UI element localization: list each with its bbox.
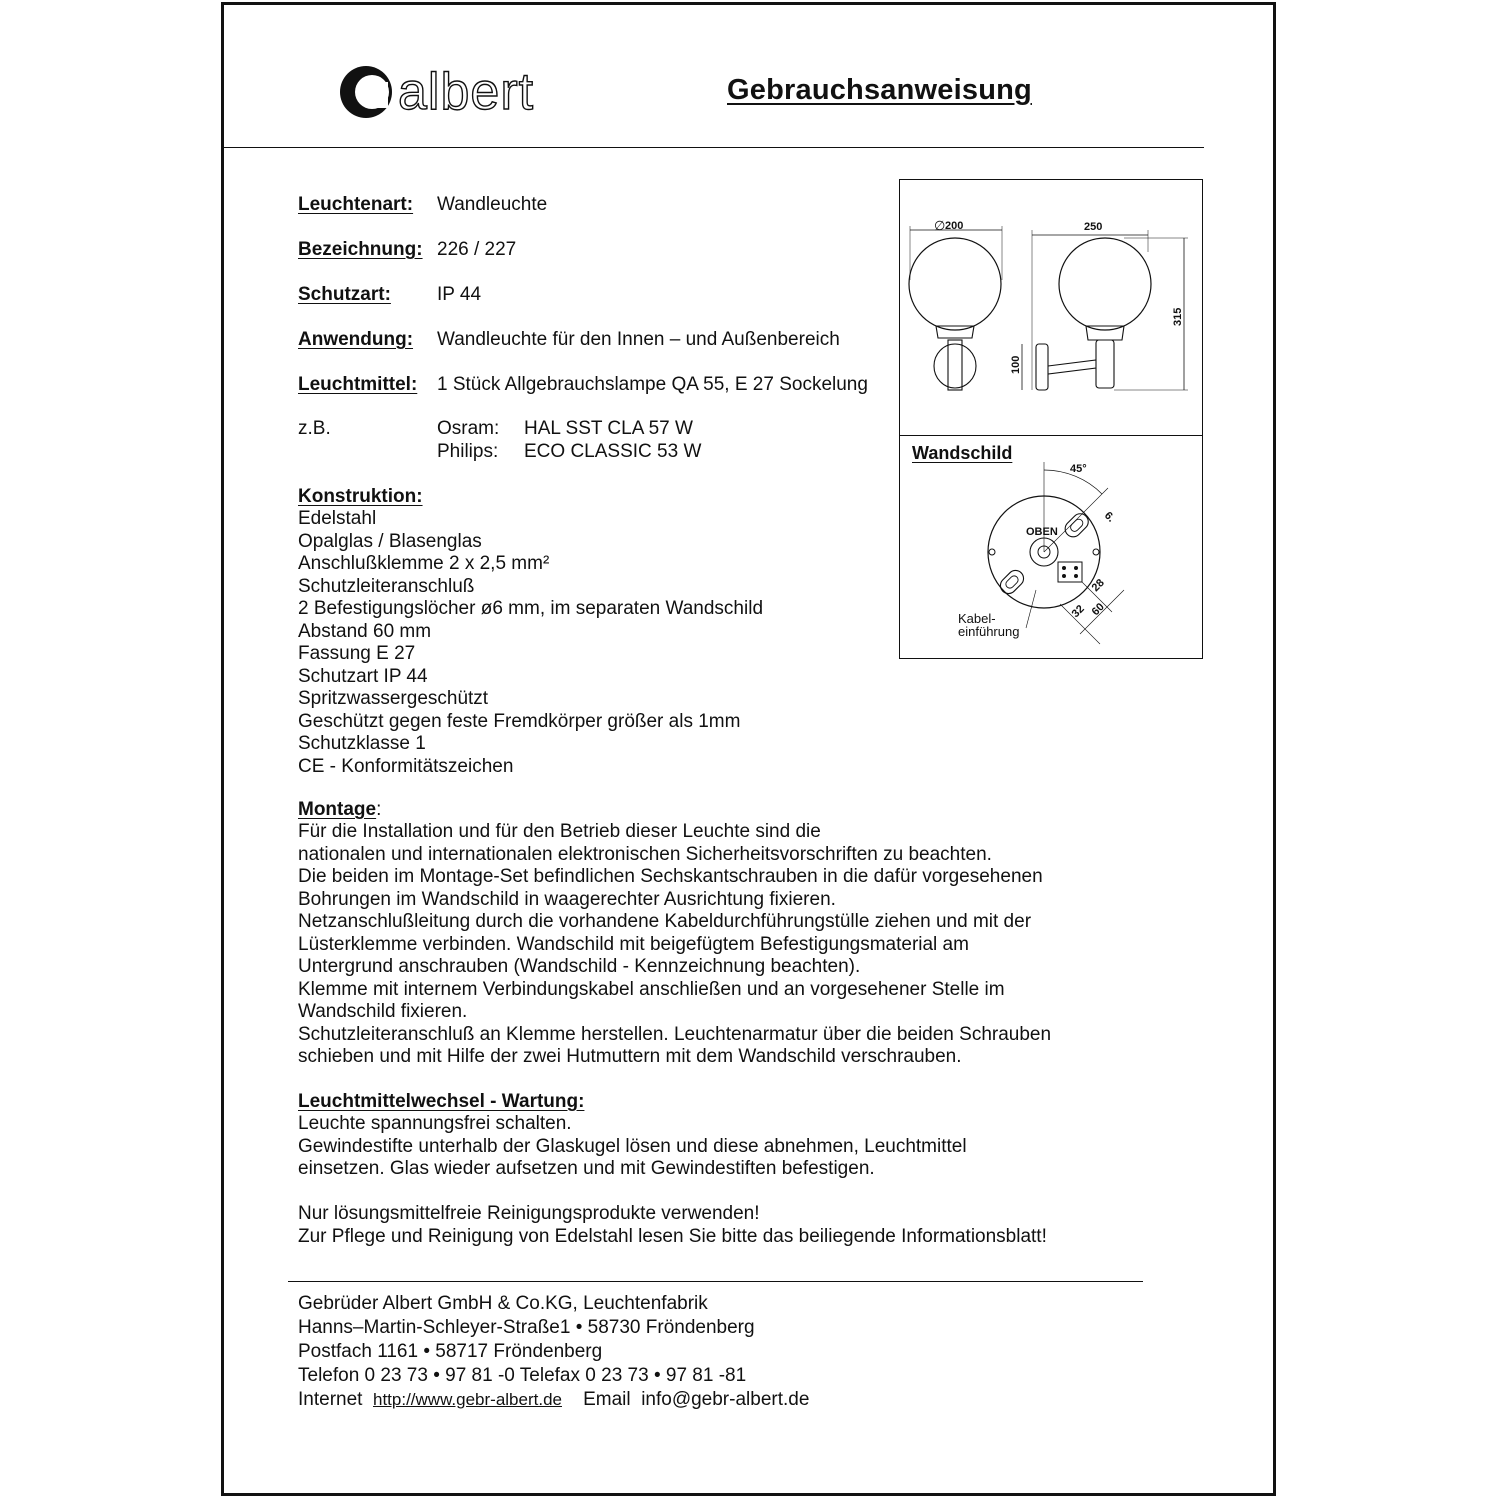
- konstruktion-list: [298, 508, 763, 778]
- albert-logo: [338, 64, 578, 120]
- montage-line: Die beiden im Montage-Set befindlichen Sechskantschrauben in die dafür vorgesehenen: [298, 866, 1043, 887]
- footer-address: Hanns–Martin-Schleyer-Straße1 • 58730 Fröndenberg: [298, 1317, 755, 1338]
- konstruktion-item: Schutzleiteranschluß: [298, 575, 475, 597]
- montage-heading-row: [298, 799, 381, 822]
- montage-heading-colon: :: [376, 799, 382, 820]
- dim-width-250: 250: [1084, 221, 1103, 233]
- konstruktion-item: Fassung E 27: [298, 643, 416, 664]
- footer-contact: [298, 1292, 809, 1412]
- montage-line: Untergrund anschrauben (Wandschild - Kennzeichnung beachten).: [298, 956, 861, 977]
- montage-line: Klemme mit internem Verbindungskabel anschließen und an vorgesehener Stelle im: [298, 978, 1005, 1000]
- example-brand-philips: Philips:: [437, 441, 499, 462]
- konstruktion-item: Geschützt gegen feste Fremdkörper größer als 1mm: [298, 710, 741, 732]
- montage-heading: Montage: [298, 799, 377, 820]
- wartung-line: einsetzen. Glas wieder aufsetzen und mit Gewindestiften befestigen.: [298, 1158, 875, 1179]
- spec-label-bezeichnung: Bezeichnung:: [298, 239, 423, 260]
- example-brand-osram: Osram:: [437, 418, 500, 439]
- example-model-osram: HAL SST CLA 57 W: [524, 418, 693, 439]
- montage-line: Wandschild fixieren.: [298, 1001, 468, 1022]
- footer-postfach: Postfach 1161 • 58717 Fröndenberg: [298, 1341, 603, 1362]
- konstruktion-item: Anschlußklemme 2 x 2,5 mm²: [298, 553, 550, 574]
- footer-company: Gebrüder Albert GmbH & Co.KG, Leuchtenfabrik: [298, 1293, 708, 1314]
- konstruktion-item: Opalglas / Blasenglas: [298, 530, 482, 552]
- spec-label-leuchtmittel: Leuchtmittel:: [298, 374, 418, 395]
- montage-line: schieben und mit Hilfe der zwei Hutmuttern mit dem Wandschild verschrauben.: [298, 1046, 962, 1067]
- konstruktion-item: CE - Konformitätszeichen: [298, 755, 514, 777]
- kabel-label-2: einführung: [958, 624, 1020, 639]
- konstruktion-heading: Konstruktion:: [298, 486, 423, 507]
- footer-divider: [288, 1281, 1143, 1282]
- footer-internet-row: [298, 1388, 809, 1412]
- dim-base-100: 100: [1010, 355, 1022, 374]
- dim-height-315: 315: [1172, 307, 1184, 326]
- spec-value-anwendung: Wandleuchte für den Innen – und Außenbereich: [437, 329, 840, 350]
- konstruktion-item: Abstand 60 mm: [298, 620, 432, 642]
- konstruktion-item: 2 Befestigungslöcher ø6 mm, im separaten Wandschild: [298, 598, 764, 619]
- konstruktion-item: Edelstahl: [298, 508, 377, 529]
- footer-email: info@gebr-albert.de: [641, 1389, 810, 1410]
- dim-28: 28: [1089, 576, 1107, 595]
- wartung-text: [298, 1113, 967, 1181]
- spec-label-anwendung: Anwendung:: [298, 329, 414, 350]
- spec-value-leuchtmittel: 1 Stück Allgebrauchslampe QA 55, E 27 Sockelung: [437, 374, 868, 395]
- montage-line: Schutzleiteranschluß an Klemme herstellen. Leuchtenarmatur über die beiden Schrauben: [298, 1023, 1052, 1045]
- wandschild-label: Wandschild: [912, 443, 1013, 463]
- header-divider: [224, 147, 1204, 148]
- website-link[interactable]: http://www.gebr-albert.de: [373, 1390, 562, 1409]
- montage-text: [298, 821, 1051, 1069]
- montage-line: nationalen und internationalen elektronischen Sicherheitsvorschriften zu beachten.: [298, 843, 992, 865]
- care-note: Zur Pflege und Reinigung von Edelstahl lesen Sie bitte das beiliegende Informationsblatt!: [298, 1225, 1047, 1247]
- diameter-symbol: ∅: [934, 218, 946, 233]
- example-model-philips: ECO CLASSIC 53 W: [524, 441, 702, 462]
- footer-email-label: Email: [583, 1389, 631, 1410]
- footer-internet-label: Internet: [298, 1389, 363, 1410]
- care-note: Nur lösungsmittelfreie Reinigungsprodukte verwenden!: [298, 1203, 760, 1224]
- dim-60: 60: [1089, 600, 1107, 619]
- montage-line: Bohrungen im Wandschild in waagerechter Ausrichtung fixieren.: [298, 888, 836, 910]
- wartung-line: Gewindestifte unterhalb der Glaskugel lösen und diese abnehmen, Leuchtmittel: [298, 1135, 967, 1157]
- konstruktion-item: Spritzwassergeschützt: [298, 688, 489, 709]
- spec-value-schutzart: IP 44: [437, 284, 482, 305]
- document-title: Gebrauchsanweisung: [727, 74, 1032, 106]
- spec-label-schutzart: Schutzart:: [298, 284, 391, 305]
- konstruktion-item: Schutzklasse 1: [298, 733, 426, 754]
- svg-text:albert: albert: [398, 64, 535, 120]
- spec-label-leuchtenart: Leuchtenart:: [298, 194, 414, 215]
- figure-divider: [900, 435, 1202, 436]
- spec-value-leuchtenart: Wandleuchte: [437, 194, 548, 215]
- angle-45: 45°: [1070, 463, 1087, 475]
- montage-line: Für die Installation und für den Betrieb dieser Leuchte sind die: [298, 821, 821, 842]
- dim-diameter-200: 200: [945, 220, 964, 232]
- montage-line: Netzanschlußleitung durch die vorhandene Kabeldurchführungstülle ziehen und mit der: [298, 911, 1032, 932]
- spec-value-bezeichnung: 226 / 227: [437, 239, 517, 260]
- footer-phone: Telefon 0 23 73 • 97 81 -0 Telefax 0 23 73 • 97 81 -81: [298, 1365, 747, 1386]
- hole-6: 6.: [1101, 509, 1117, 525]
- wartung-heading: Leuchtmittelwechsel - Wartung:: [298, 1091, 585, 1112]
- technical-drawing-box: [899, 179, 1203, 659]
- konstruktion-item: Schutzart IP 44: [298, 665, 428, 687]
- lamp-drawing: [900, 180, 1202, 658]
- oben-marker: OBEN: [1026, 526, 1058, 538]
- dim-32: 32: [1069, 602, 1087, 621]
- wartung-line: Leuchte spannungsfrei schalten.: [298, 1113, 572, 1134]
- kabel-label-1: Kabel-: [958, 611, 996, 626]
- examples-label: z.B.: [298, 418, 331, 439]
- care-notes: [298, 1203, 1047, 1248]
- montage-line: Lüsterklemme verbinden. Wandschild mit beigefügtem Befestigungsmaterial am: [298, 933, 969, 955]
